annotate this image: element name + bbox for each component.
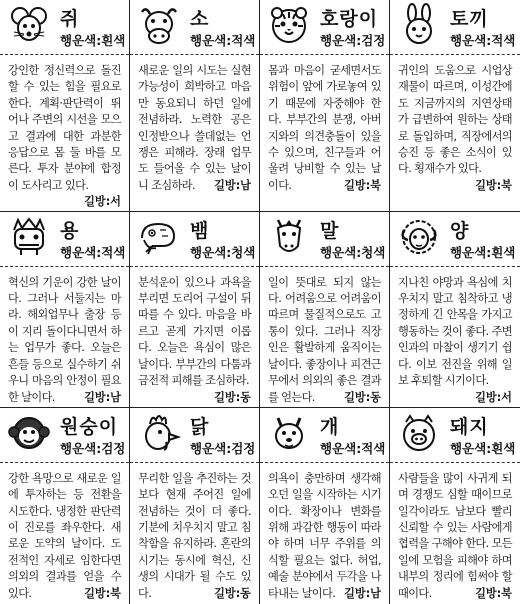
fortune-text: 지나친 야망과 욕심에 치우치지 말고 침착하고 냉정하게 긴 안목을 가지고 행동하는 것이 좋다. 주변인과의 마찰이 생기기 쉽다. 이보 전진을 위해 일보 후퇴할 시기이다. <box>398 275 512 388</box>
lucky-direction: 길방:북 <box>344 178 381 192</box>
zodiac-name: 양 <box>450 219 470 242</box>
lucky-direction: 길방:남 <box>84 390 121 404</box>
card-header <box>0 212 129 267</box>
zodiac-name: 소 <box>190 8 210 30</box>
card-header <box>390 0 520 55</box>
card-header <box>130 0 259 55</box>
rabbit-icon <box>398 4 440 46</box>
fortune-text-block <box>260 55 389 194</box>
snake-icon <box>138 216 180 258</box>
zodiac-name: 쥐 <box>60 8 80 30</box>
dog-icon <box>268 412 310 454</box>
fortune-text: 분석운이 있으나 과욕을 부리면 도리어 구설이 뒤따를 수 있다. 마음을 바르고 곧게 가지면 이롭다. 오늘은 욕심이 많은 날이다. 부부간의 다툼과 금전적 피해를 조심하라. <box>138 275 251 388</box>
fortune-card <box>130 0 260 212</box>
fortune-text-block <box>0 463 129 602</box>
card-header <box>0 408 129 463</box>
fortune-text: 의욕이 충만하며 생각해 오던 일을 시작하는 시기이다. 확장이나 변화를 위해 과감한 행동이 따라야 하며 너무 주위를 의식할 필요는 없다. 허업, 예술 분야에서 두각을 나타내는 날이다. <box>268 471 381 600</box>
lucky-color: 행운색:흰색 <box>450 440 516 456</box>
rat-icon <box>8 4 50 46</box>
fortune-text-block <box>390 463 520 602</box>
fortune-text: 귀인의 도움으로 시업상 재물이 따르며, 이성간에도 지금까지의 지연상태가 급변하여 원하는 상태로 돌입하며, 직장에서의 승진 등 좋은 소식이 있다. 횡재수가 있다. <box>398 64 512 176</box>
zodiac-name: 돼지 <box>450 415 489 438</box>
fortune-text: 일이 뜻대로 되지 않는다. 어려움으로 어려움이 따르며 물질적으로도 고통이 있다. 그러나 직장인은 활발하게 움직이는 날이다. 좋장이나 피견근무에서 의외의 좋은 결과를 얻는다. <box>268 275 381 404</box>
fortune-text-block <box>130 267 259 404</box>
fortune-text: 새로운 일의 시도는 실현 가능성이 희박하고 마음만 동요되니 하던 일에 전념하라. 노력한 공은 인정받으나 쓸데없는 언쟁은 피해라. 장래 업무도 들어올 수 있는 날이니 조심하라. <box>138 64 251 192</box>
horse-icon <box>268 216 310 258</box>
lucky-direction: 길방:동 <box>214 390 251 404</box>
lucky-color: 행운색:검정 <box>60 440 126 456</box>
fortune-text-block <box>130 463 259 602</box>
lucky-color: 행운색:적색 <box>190 33 256 48</box>
lucky-color: 행운색:적색 <box>60 244 126 260</box>
fortune-card <box>260 0 390 212</box>
fortune-card <box>130 408 260 604</box>
sheep-icon <box>398 216 440 258</box>
zodiac-name: 원숭이 <box>60 415 119 438</box>
fortune-text-block <box>390 55 520 192</box>
card-header <box>130 408 259 463</box>
fortune-card <box>390 0 520 212</box>
fortune-card <box>390 408 520 604</box>
fortune-text: 강한 욕망으로 새로운 일에 투자하는 등 전환을 시도한다. 냉정한 판단력이 진로를 좌우한다. 새로운 도약의 날이다. 도전적인 자세로 임한다면 의외의 결과를 얻을 수 있다. <box>8 471 121 600</box>
ox-icon <box>138 4 180 46</box>
lucky-direction: 길방:남 <box>214 178 251 192</box>
card-header <box>130 212 259 267</box>
tiger-icon <box>268 4 310 46</box>
fortune-text-block <box>260 267 389 406</box>
lucky-color: 행운색:적색 <box>320 440 386 456</box>
lucky-direction: 길방:북 <box>84 586 121 600</box>
fortune-text: 혁신의 기운이 강한 날이다. 그러나 서둘지는 마라. 해외업무나 출장 등이 지리 돌이다니면서 하는 업무가 좋다. 오늘은 흔들 등으로 실수하기 쉬우니 마음의 안정이 필요한 날이다. <box>8 275 121 404</box>
zodiac-name: 닭 <box>190 415 210 438</box>
fortune-text: 무리한 일을 추진하는 것보다 현재 주어진 일에 전념하는 것이 더 좋다. 기분에 치우치지 말고 침착함을 유지하라. 혼란의 시기는 동시에 혁신, 신생의 시대가 될 수도 있다. <box>138 471 251 600</box>
fortune-text-block <box>390 267 520 404</box>
card-header <box>390 212 520 267</box>
fortune-card <box>260 212 390 408</box>
lucky-color: 행운색:흰색 <box>450 244 516 260</box>
lucky-color: 행운색:청색 <box>190 244 256 260</box>
lucky-color: 행운색:적색 <box>450 33 516 48</box>
fortune-card <box>0 408 130 604</box>
fortune-card <box>260 408 390 604</box>
lucky-direction: 길방:동 <box>344 390 381 404</box>
card-header <box>260 408 389 463</box>
fortune-card <box>390 212 520 408</box>
zodiac-name: 호랑이 <box>320 8 379 30</box>
card-header <box>260 0 389 55</box>
rooster-icon <box>138 412 180 454</box>
lucky-direction: 길방:북 <box>475 178 512 192</box>
zodiac-name: 토끼 <box>450 8 489 30</box>
card-header <box>260 212 389 267</box>
zodiac-name: 용 <box>60 219 80 242</box>
fortune-card <box>0 212 130 408</box>
monkey-icon <box>8 412 50 454</box>
lucky-direction: 길방:남 <box>344 586 381 600</box>
zodiac-name: 뱀 <box>190 219 210 242</box>
lucky-direction: 길방:동 <box>214 586 251 600</box>
dragon-icon <box>8 216 50 258</box>
fortune-card <box>130 212 260 408</box>
lucky-color: 행운색:흰색 <box>60 33 126 48</box>
zodiac-name: 말 <box>320 219 340 242</box>
fortune-text-block <box>260 463 389 602</box>
lucky-direction: 길방:서 <box>475 390 512 404</box>
fortune-card <box>0 0 130 212</box>
zodiac-name: 개 <box>320 415 340 438</box>
lucky-direction: 길방:북 <box>475 586 512 600</box>
fortune-text: 사람들을 많이 사귀게 되며 경쟁도 심할 때이므로 일각이라도 남보다 빨리 신뢰할 수 있는 사람에게 협력을 구해야 한다. 모든 일에 모험을 피해야 하며 내부의 정리에 힘써야 할 때이다. <box>398 471 512 600</box>
lucky-color: 행운색:청색 <box>320 244 386 260</box>
fortune-text: 강인한 정신력으로 돌진할 수 있는 힘을 필요로 한다. 계획·판단력이 뛰어나 주변의 시선을 모으고 결과에 대한 과분한 응답으로 몸 둘 바를 모른다. 투자 분야에 합정이 도사리고 있다. <box>8 64 121 192</box>
fortune-text-block <box>0 55 129 209</box>
fortune-text-block <box>130 55 259 194</box>
lucky-direction: 길방:서 <box>84 195 121 209</box>
pig-icon <box>398 412 440 454</box>
lucky-color: 행운색:검정 <box>190 440 256 456</box>
fortune-text-block <box>0 267 129 406</box>
card-header <box>390 408 520 463</box>
fortune-text: 몸과 마음이 굳세면서도 위험이 앞에 가로놓여 있기 때문에 자중해야 한다. 부부간의 분쟁, 아버지와의 의견충돌이 있을 수 있으며, 친구들과 어울려 낭비할 수 있는 날이다. <box>268 64 381 192</box>
card-header <box>0 0 129 55</box>
lucky-color: 행운색:검정 <box>320 33 386 48</box>
